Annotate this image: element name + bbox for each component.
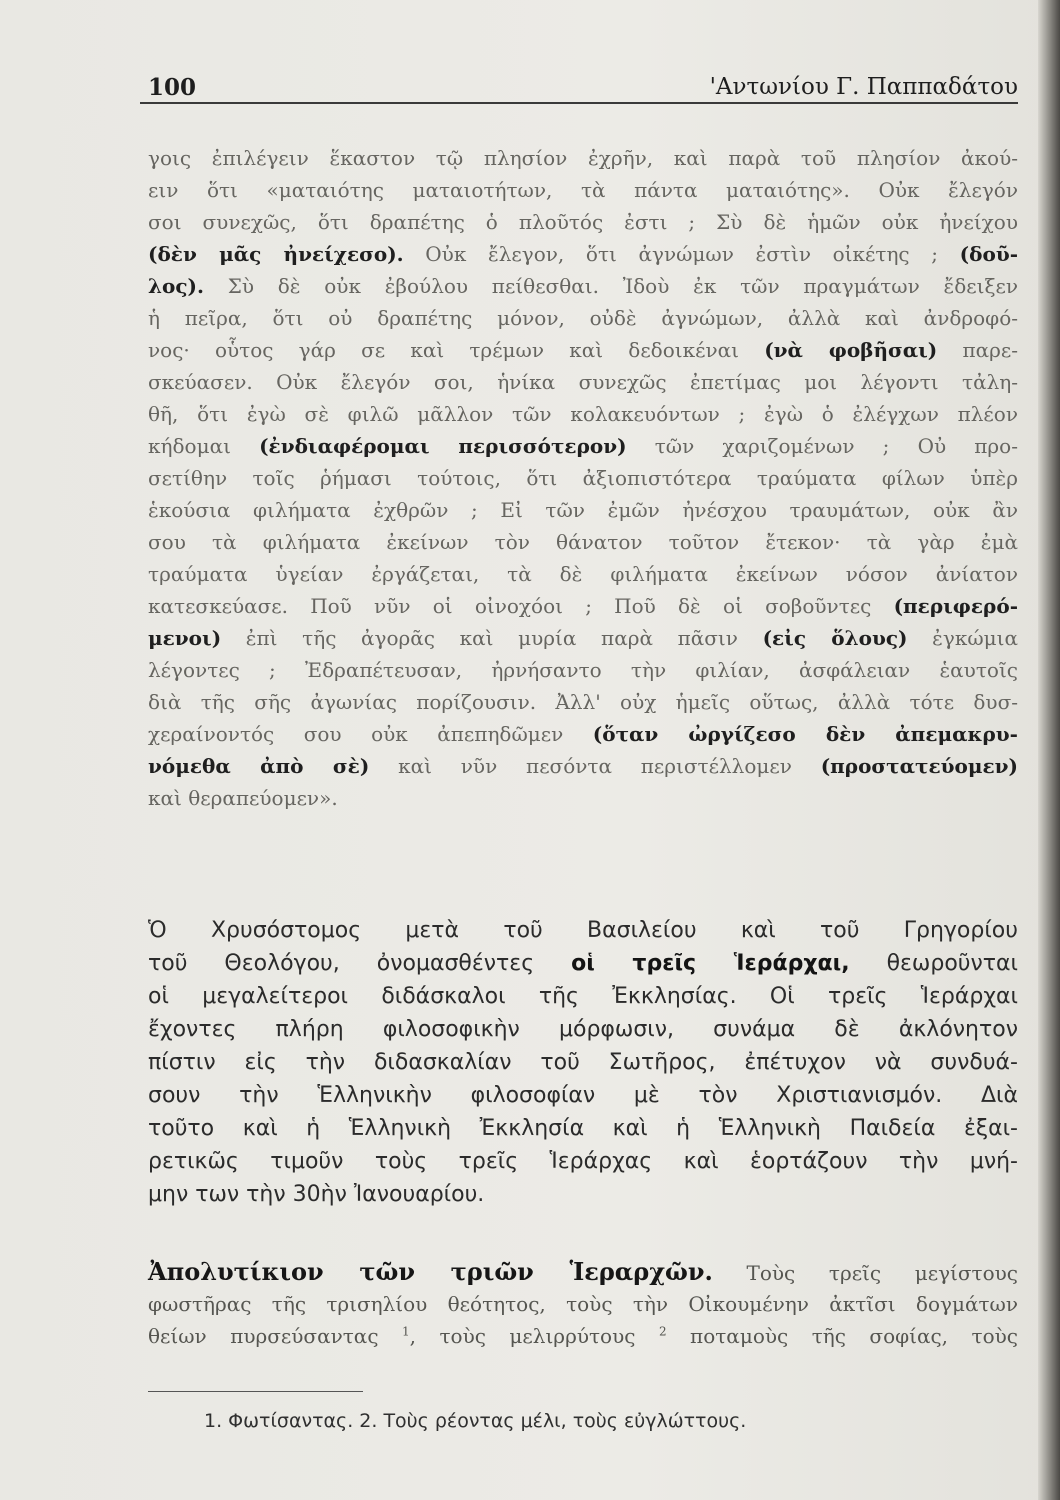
footnote-marker: 2 (658, 1324, 667, 1339)
text-line (148, 686, 1018, 718)
text-line (148, 718, 1018, 750)
line-text: Ὁ Χρυσόστομος μετὰ τοῦ Βασιλείου καὶ τοῦ Γρηγορίου (148, 918, 1018, 943)
line-text: , τοὺς μελιρρύτους (409, 1324, 659, 1348)
line-text: τοῦτο καὶ ἡ Ἑλληνικὴ Ἐκκλησία καὶ ἡ Ἑλληνικὴ Παιδεία ἐξαι- (148, 1116, 1018, 1141)
page-edge-shadow (1038, 0, 1060, 1500)
hymn-title: Ἀπολυτίκιον τῶν τριῶν Ἱεραρχῶν. (148, 1257, 713, 1286)
bold-gloss: (δοῦ- (959, 242, 1018, 266)
footnote-marker: 1 (402, 1324, 410, 1339)
text-line (148, 366, 1018, 398)
text-line (148, 1013, 1018, 1046)
line-text: οἱ μεγαλείτεροι διδάσκαλοι τῆς Ἐκκλησίας. Οἱ τρεῖς Ἱεράρχαι (148, 984, 1018, 1009)
apolytikion-paragraph (148, 1256, 1018, 1352)
text-line (148, 430, 1018, 462)
text-line (148, 590, 1018, 622)
footnote-rule (148, 1391, 363, 1392)
line-text: σουν τὴν Ἑλληνικὴν φιλοσοφίαν μὲ τὸν Χριστιανισμόν. Διὰ (148, 1083, 1018, 1108)
line-text: ἑκούσια φιλήματα ἐχθρῶν ; Εἰ τῶν ἐμῶν ἠνέσχου τραυμάτων, οὐκ ἂν (148, 498, 1018, 522)
line-text: ειν ὅτι «ματαιότης ματαιοτήτων, τὰ πάντα ματαιότης». Οὐκ ἔλεγόν (148, 178, 1018, 202)
bold-gloss: (νὰ φοβῆσαι) (764, 338, 938, 362)
running-head: 'Αντωνίου Γ. Παππαδάτου (709, 74, 1018, 100)
bold-gloss: (περιφερό- (893, 594, 1018, 618)
bold-gloss: οἱ τρεῖς Ἱεράρχαι, (571, 951, 850, 976)
text-line (148, 526, 1018, 558)
text-line (148, 782, 1018, 814)
line-text: ἔχοντες πλήρη φιλοσοφικὴν μόρφωσιν, συνάμα δὲ ἀκλόνητον (148, 1017, 1018, 1042)
text-line (148, 398, 1018, 430)
page-header (148, 62, 1018, 102)
line-text: διὰ τῆς σῆς ἀγωνίας πορίζουσιν. Ἀλλ' οὐχ ἡμεῖς οὕτως, ἀλλὰ τότε δυσ- (148, 690, 1018, 714)
footnote: 1. Φωτίσαντας. 2. Τοὺς ρέοντας μέλι, τοὺς εὐγλώττους. (204, 1410, 747, 1432)
text-line (148, 654, 1018, 686)
text-line (148, 1256, 1018, 1288)
line-text: θῆ, ὅτι ἐγὼ σὲ φιλῶ μᾶλλον τῶν κολακευόντων ; ἐγὼ ὁ ἐλέγχων πλέον (148, 402, 1018, 426)
line-text: Τοὺς τρεῖς μεγίστους (712, 1261, 1018, 1285)
line-text: κήδομαι (148, 434, 260, 458)
line-text: σοι συνεχῶς, ὅτι δραπέτης ὁ πλοῦτός ἐστι ; Σὺ δὲ ἡμῶν οὐκ ἠνείχου (148, 210, 1018, 234)
line-text: Σὺ δὲ οὐκ ἐβούλου πείθεσθαι. Ἰδοὺ ἐκ τῶν πραγμάτων ἔδειξεν (203, 274, 1018, 298)
bold-gloss: (εἰς ὅλους) (762, 626, 908, 650)
line-text: νος· οὗτος γάρ σε καὶ τρέμων καὶ δεδοικέναι (148, 338, 765, 362)
line-text: ποταμοὺς τῆς σοφίας, τοὺς (666, 1324, 1018, 1348)
bold-gloss: λος). (148, 274, 204, 298)
line-text: Οὐκ ἔλεγον, ὅτι ἀγνώμων ἐστὶν οἰκέτης ; (403, 242, 960, 266)
bold-gloss: νόμεθα ἀπὸ σὲ) (148, 754, 370, 778)
header-rule (140, 102, 1018, 104)
text-line (148, 914, 1018, 947)
line-text: κατεσκεύασε. Ποῦ νῦν οἱ οἰνοχόοι ; Ποῦ δὲ οἱ σοβοῦντες (148, 594, 894, 618)
line-text: ρετικῶς τιμοῦν τοὺς τρεῖς Ἱεράρχας καὶ ἑορτάζουν τὴν μνή- (148, 1149, 1018, 1174)
line-text: θείων πυρσεύσαντας (148, 1324, 402, 1348)
text-line (148, 1288, 1018, 1320)
line-text: καὶ νῦν πεσόντα περιστέλλομεν (369, 754, 821, 778)
page-number: 100 (148, 74, 197, 101)
line-text: ἐπὶ τῆς ἀγορᾶς καὶ μυρία παρὰ πᾶσιν (221, 626, 763, 650)
line-text: τοῦ Θεολόγου, ὀνομασθέντες (148, 951, 572, 976)
text-line (148, 1145, 1018, 1178)
line-text: παρε- (937, 338, 1018, 362)
bold-gloss: (ἐνδιαφέρομαι περισσότερον) (259, 434, 627, 458)
line-text: καὶ θεραπεύομεν». (148, 786, 338, 810)
line-text: μην των τὴν 30ὴν Ἰανουαρίου. (148, 1182, 485, 1207)
text-line (148, 1079, 1018, 1112)
main-paragraph (148, 914, 1018, 1211)
text-line (148, 302, 1018, 334)
line-text: γοις ἐπιλέγειν ἕκαστον τῷ πλησίον ἐχρῆν, καὶ παρὰ τοῦ πλησίον ἀκού- (148, 146, 1018, 170)
text-line (148, 494, 1018, 526)
text-line (148, 174, 1018, 206)
line-text: φωστῆρας τῆς τρισηλίου θεότητος, τοὺς τὴν Οἰκουμένην ἀκτῖσι δογμάτων (148, 1292, 1018, 1316)
text-line (148, 206, 1018, 238)
line-text: σκεύασεν. Οὐκ ἔλεγόν σοι, ἡνίκα συνεχῶς ἐπετίμας μοι λέγοντι τἀλη- (148, 370, 1018, 394)
line-text: σου τὰ φιλήματα ἐκείνων τὸν θάνατον τοῦτον ἔτεκον· τὰ γὰρ ἐμὰ (148, 530, 1018, 554)
text-line (148, 1046, 1018, 1079)
text-line (148, 1112, 1018, 1145)
text-line (148, 558, 1018, 590)
bold-gloss: (ὅταν ὠργίζεσο δὲν ἀπεμακρυ- (592, 722, 1018, 746)
text-line (148, 622, 1018, 654)
line-text: λέγοντες ; Ἐδραπέτευσαν, ἠρνήσαντο τὴν φιλίαν, ἀσφάλειαν ἑαυτοῖς (148, 658, 1018, 682)
text-line (148, 142, 1018, 174)
bold-gloss: (δὲν μᾶς ἠνείχεσο). (148, 242, 404, 266)
line-text: πίστιν εἰς τὴν διδασκαλίαν τοῦ Σωτῆρος, ἐπέτυχον νὰ συνδυά- (148, 1050, 1018, 1075)
text-line (148, 334, 1018, 366)
text-line (148, 750, 1018, 782)
text-line (148, 238, 1018, 270)
text-line (148, 1178, 1018, 1211)
text-line (148, 980, 1018, 1013)
text-line (148, 270, 1018, 302)
line-text: ἡ πεῖρα, ὅτι οὐ δραπέτης μόνον, οὐδὲ ἀγνώμων, ἀλλὰ καὶ ἀνδροφό- (148, 306, 1018, 330)
line-text: ἐγκώμια (907, 626, 1018, 650)
bold-gloss: μενοι) (148, 626, 222, 650)
line-text: σετίθην τοῖς ῥήμασι τούτοις, ὅτι ἀξιοπιστότερα τραύματα φίλων ὑπὲρ (148, 466, 1018, 490)
bold-gloss: (προστατεύομεν) (820, 754, 1018, 778)
text-line (148, 947, 1018, 980)
text-line (148, 462, 1018, 494)
line-text: χεραίνοντός σου οὐκ ἀπεπηδῶμεν (148, 722, 593, 746)
line-text: τῶν χαριζομένων ; Οὐ προ- (626, 434, 1018, 458)
line-text: τραύματα ὑγείαν ἐργάζεται, τὰ δὲ φιλήματα ἐκείνων νόσον ἀνίατον (148, 562, 1018, 586)
quote-block (148, 142, 1018, 814)
line-text: θεωροῦνται (849, 951, 1018, 976)
text-line (148, 1320, 1018, 1352)
